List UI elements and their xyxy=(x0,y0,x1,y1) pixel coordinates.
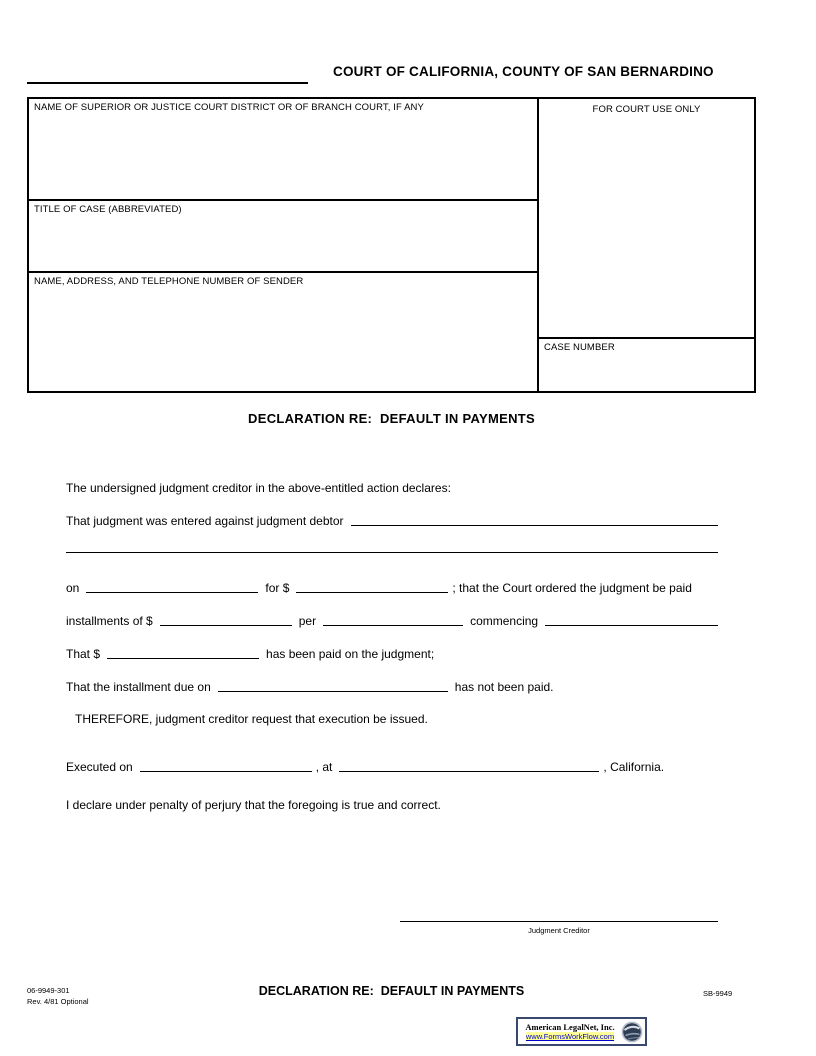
formsworkflow-link[interactable]: www.FormsWorkFlow.com xyxy=(525,1032,615,1041)
paid-line xyxy=(66,646,718,661)
court-use-only-label: FOR COURT USE ONLY xyxy=(592,104,701,115)
perjury-text: I declare under penalty of perjury that the foregoing is true and correct. xyxy=(66,798,441,812)
executed-place-field[interactable] xyxy=(339,760,599,772)
commencing-label: commencing xyxy=(470,614,539,628)
judgment-amount-field[interactable] xyxy=(296,581,448,593)
installment-due-line xyxy=(66,679,718,694)
legalnet-company-name: American LegalNet, Inc. xyxy=(525,1022,615,1032)
globe-icon xyxy=(621,1021,643,1043)
sender-label: NAME, ADDRESS, AND TELEPHONE NUMBER OF SENDER xyxy=(34,276,304,287)
date-amount-line xyxy=(66,580,718,595)
case-number-label: CASE NUMBER xyxy=(544,342,615,353)
title-of-case-cell[interactable] xyxy=(29,201,539,273)
therefore-text: THEREFORE, judgment creditor request that execution be issued. xyxy=(75,712,428,726)
not-paid-text: has not been paid. xyxy=(454,680,554,694)
signature-field[interactable] xyxy=(400,921,718,922)
commencing-date-field[interactable] xyxy=(545,614,718,626)
at-label: , at xyxy=(315,760,333,774)
court-name-blank-field[interactable] xyxy=(27,70,308,84)
perjury-line xyxy=(66,798,718,812)
footer-form-title: DECLARATION RE: DEFAULT IN PAYMENTS xyxy=(258,984,525,998)
installment-period-field[interactable] xyxy=(323,614,463,626)
footer-revision: Rev. 4/81 Optional xyxy=(27,997,89,1006)
caption-box xyxy=(27,97,756,393)
installments-of-label: installments of $ xyxy=(66,614,153,628)
court-district-label: NAME OF SUPERIOR OR JUSTICE COURT DISTRICT OR OF BRANCH COURT, IF ANY xyxy=(34,102,424,113)
that-label: That $ xyxy=(66,647,101,661)
court-district-cell[interactable] xyxy=(29,99,539,201)
executed-line xyxy=(66,759,718,774)
installment-due-label: That the installment due on xyxy=(66,680,211,694)
judgment-entered-text: That judgment was entered against judgment debtor xyxy=(66,514,344,528)
judgment-debtor-field[interactable] xyxy=(351,514,718,526)
footer-doc-number: 06-9949-301 xyxy=(27,986,70,995)
sender-cell[interactable] xyxy=(29,273,539,391)
footer-form-number: SB-9949 xyxy=(703,989,733,998)
legalnet-stamp-text xyxy=(520,1022,620,1041)
installment-due-date-field[interactable] xyxy=(218,680,448,692)
signature-label: Judgment Creditor xyxy=(528,926,590,935)
installment-amount-field[interactable] xyxy=(160,614,292,626)
per-label: per xyxy=(298,614,317,628)
court-title: COURT OF CALIFORNIA, COUNTY OF SAN BERNARDINO xyxy=(333,64,714,79)
title-of-case-label: TITLE OF CASE (ABBREVIATED) xyxy=(34,204,182,215)
judgment-date-field[interactable] xyxy=(86,581,258,593)
form-title: DECLARATION RE: DEFAULT IN PAYMENTS xyxy=(248,411,535,426)
california-text: , California. xyxy=(603,760,665,774)
has-been-paid-text: has been paid on the judgment; xyxy=(266,647,435,661)
court-use-only-cell xyxy=(539,99,754,339)
on-label: on xyxy=(66,581,80,595)
installments-line xyxy=(66,613,718,628)
declares-text: The undersigned judgment creditor in the above-entitled action declares: xyxy=(66,481,451,495)
court-ordered-text: ; that the Court ordered the judgment be paid xyxy=(452,581,692,595)
case-number-cell[interactable] xyxy=(539,339,754,391)
executed-date-field[interactable] xyxy=(140,760,312,772)
judgment-debtor-field-continued[interactable] xyxy=(66,540,718,553)
therefore-line xyxy=(75,712,718,726)
declares-line xyxy=(66,481,718,495)
judgment-debtor-line xyxy=(66,513,718,528)
for-label: for $ xyxy=(265,581,290,595)
executed-on-label: Executed on xyxy=(66,760,133,774)
paid-amount-field[interactable] xyxy=(107,647,259,659)
legalnet-stamp xyxy=(516,1017,647,1046)
